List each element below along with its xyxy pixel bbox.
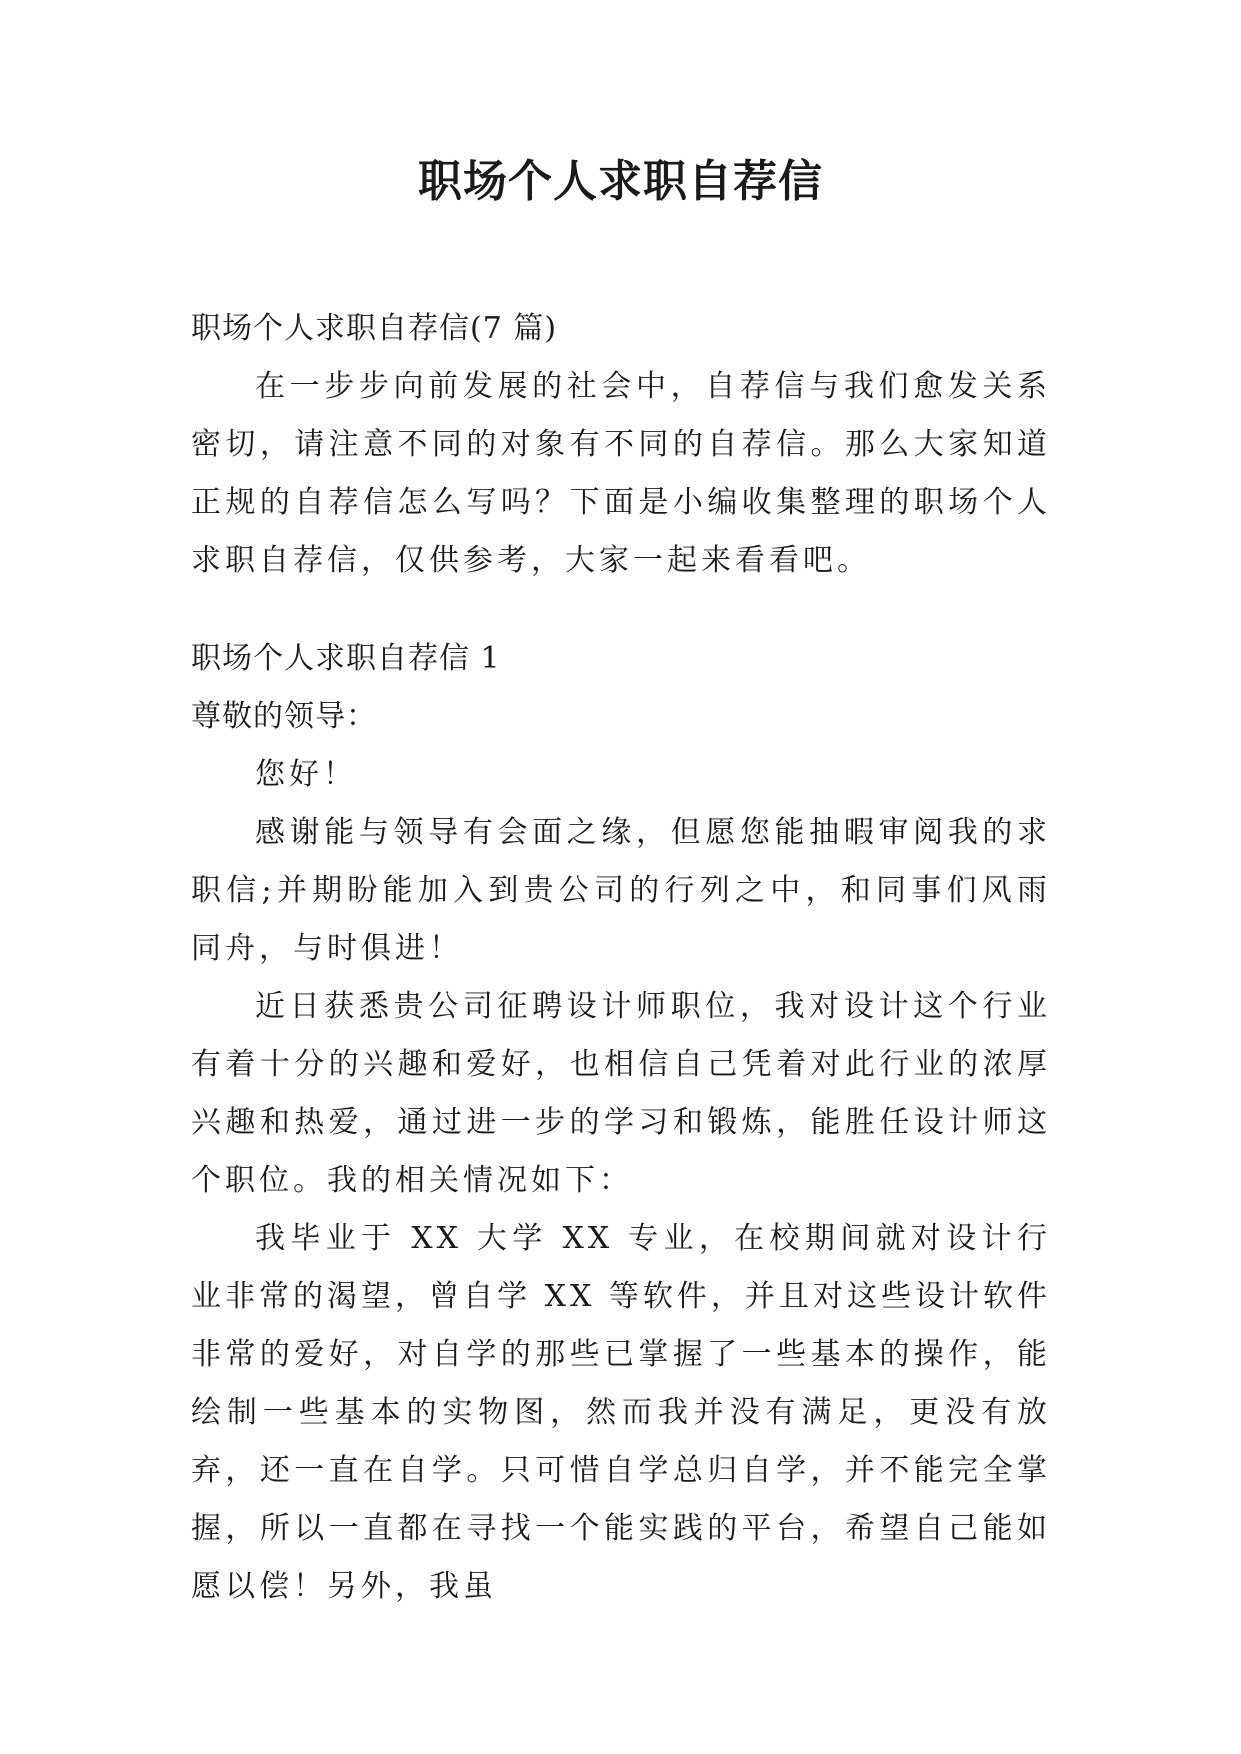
document-subtitle: 职场个人求职自荐信(7 篇) bbox=[191, 311, 558, 346]
body-paragraph-1: 感谢能与领导有会面之缘，但愿您能抽暇审阅我的求职信;并期盼能加入到贵公司的行列之中，和同事们风雨同舟，与时俱进！ bbox=[191, 815, 1051, 966]
salutation: 尊敬的领导： bbox=[191, 699, 377, 734]
body-paragraph-3: 我毕业于 XX 大学 XX 专业，在校期间就对设计行业非常的渴望，曾自学 XX 等软件，并且对这些设计软件非常的爱好，对自学的那些已掌握了一些基本的操作，能绘制一些基本的实物图，然而我并没有满足，更没有放弃，还一直在自学。只可惜自学总归自学，并不能完全掌握，所以一直都在寻找一个能实践的平台，希望自己能如愿以偿！另外，我虽 bbox=[191, 1221, 1051, 1604]
section-heading: 职场个人求职自荐信 1 bbox=[191, 641, 501, 676]
document-body bbox=[191, 300, 1051, 1616]
section-gap bbox=[191, 590, 1051, 630]
greeting: 您好！ bbox=[255, 757, 357, 792]
body-paragraph-2: 近日获悉贵公司征聘设计师职位，我对设计这个行业有着十分的兴趣和爱好，也相信自己凭着对此行业的浓厚兴趣和热爱，通过进一步的学习和锻炼，能胜任设计师这个职位。我的相关情况如下： bbox=[191, 989, 1051, 1198]
intro-paragraph: 在一步步向前发展的社会中，自荐信与我们愈发关系密切，请注意不同的对象有不同的自荐信。那么大家知道正规的自荐信怎么写吗？下面是小编收集整理的职场个人求职自荐信，仅供参考，大家一起来看看吧。 bbox=[191, 369, 1051, 578]
document-title: 职场个人求职自荐信 bbox=[418, 156, 823, 207]
